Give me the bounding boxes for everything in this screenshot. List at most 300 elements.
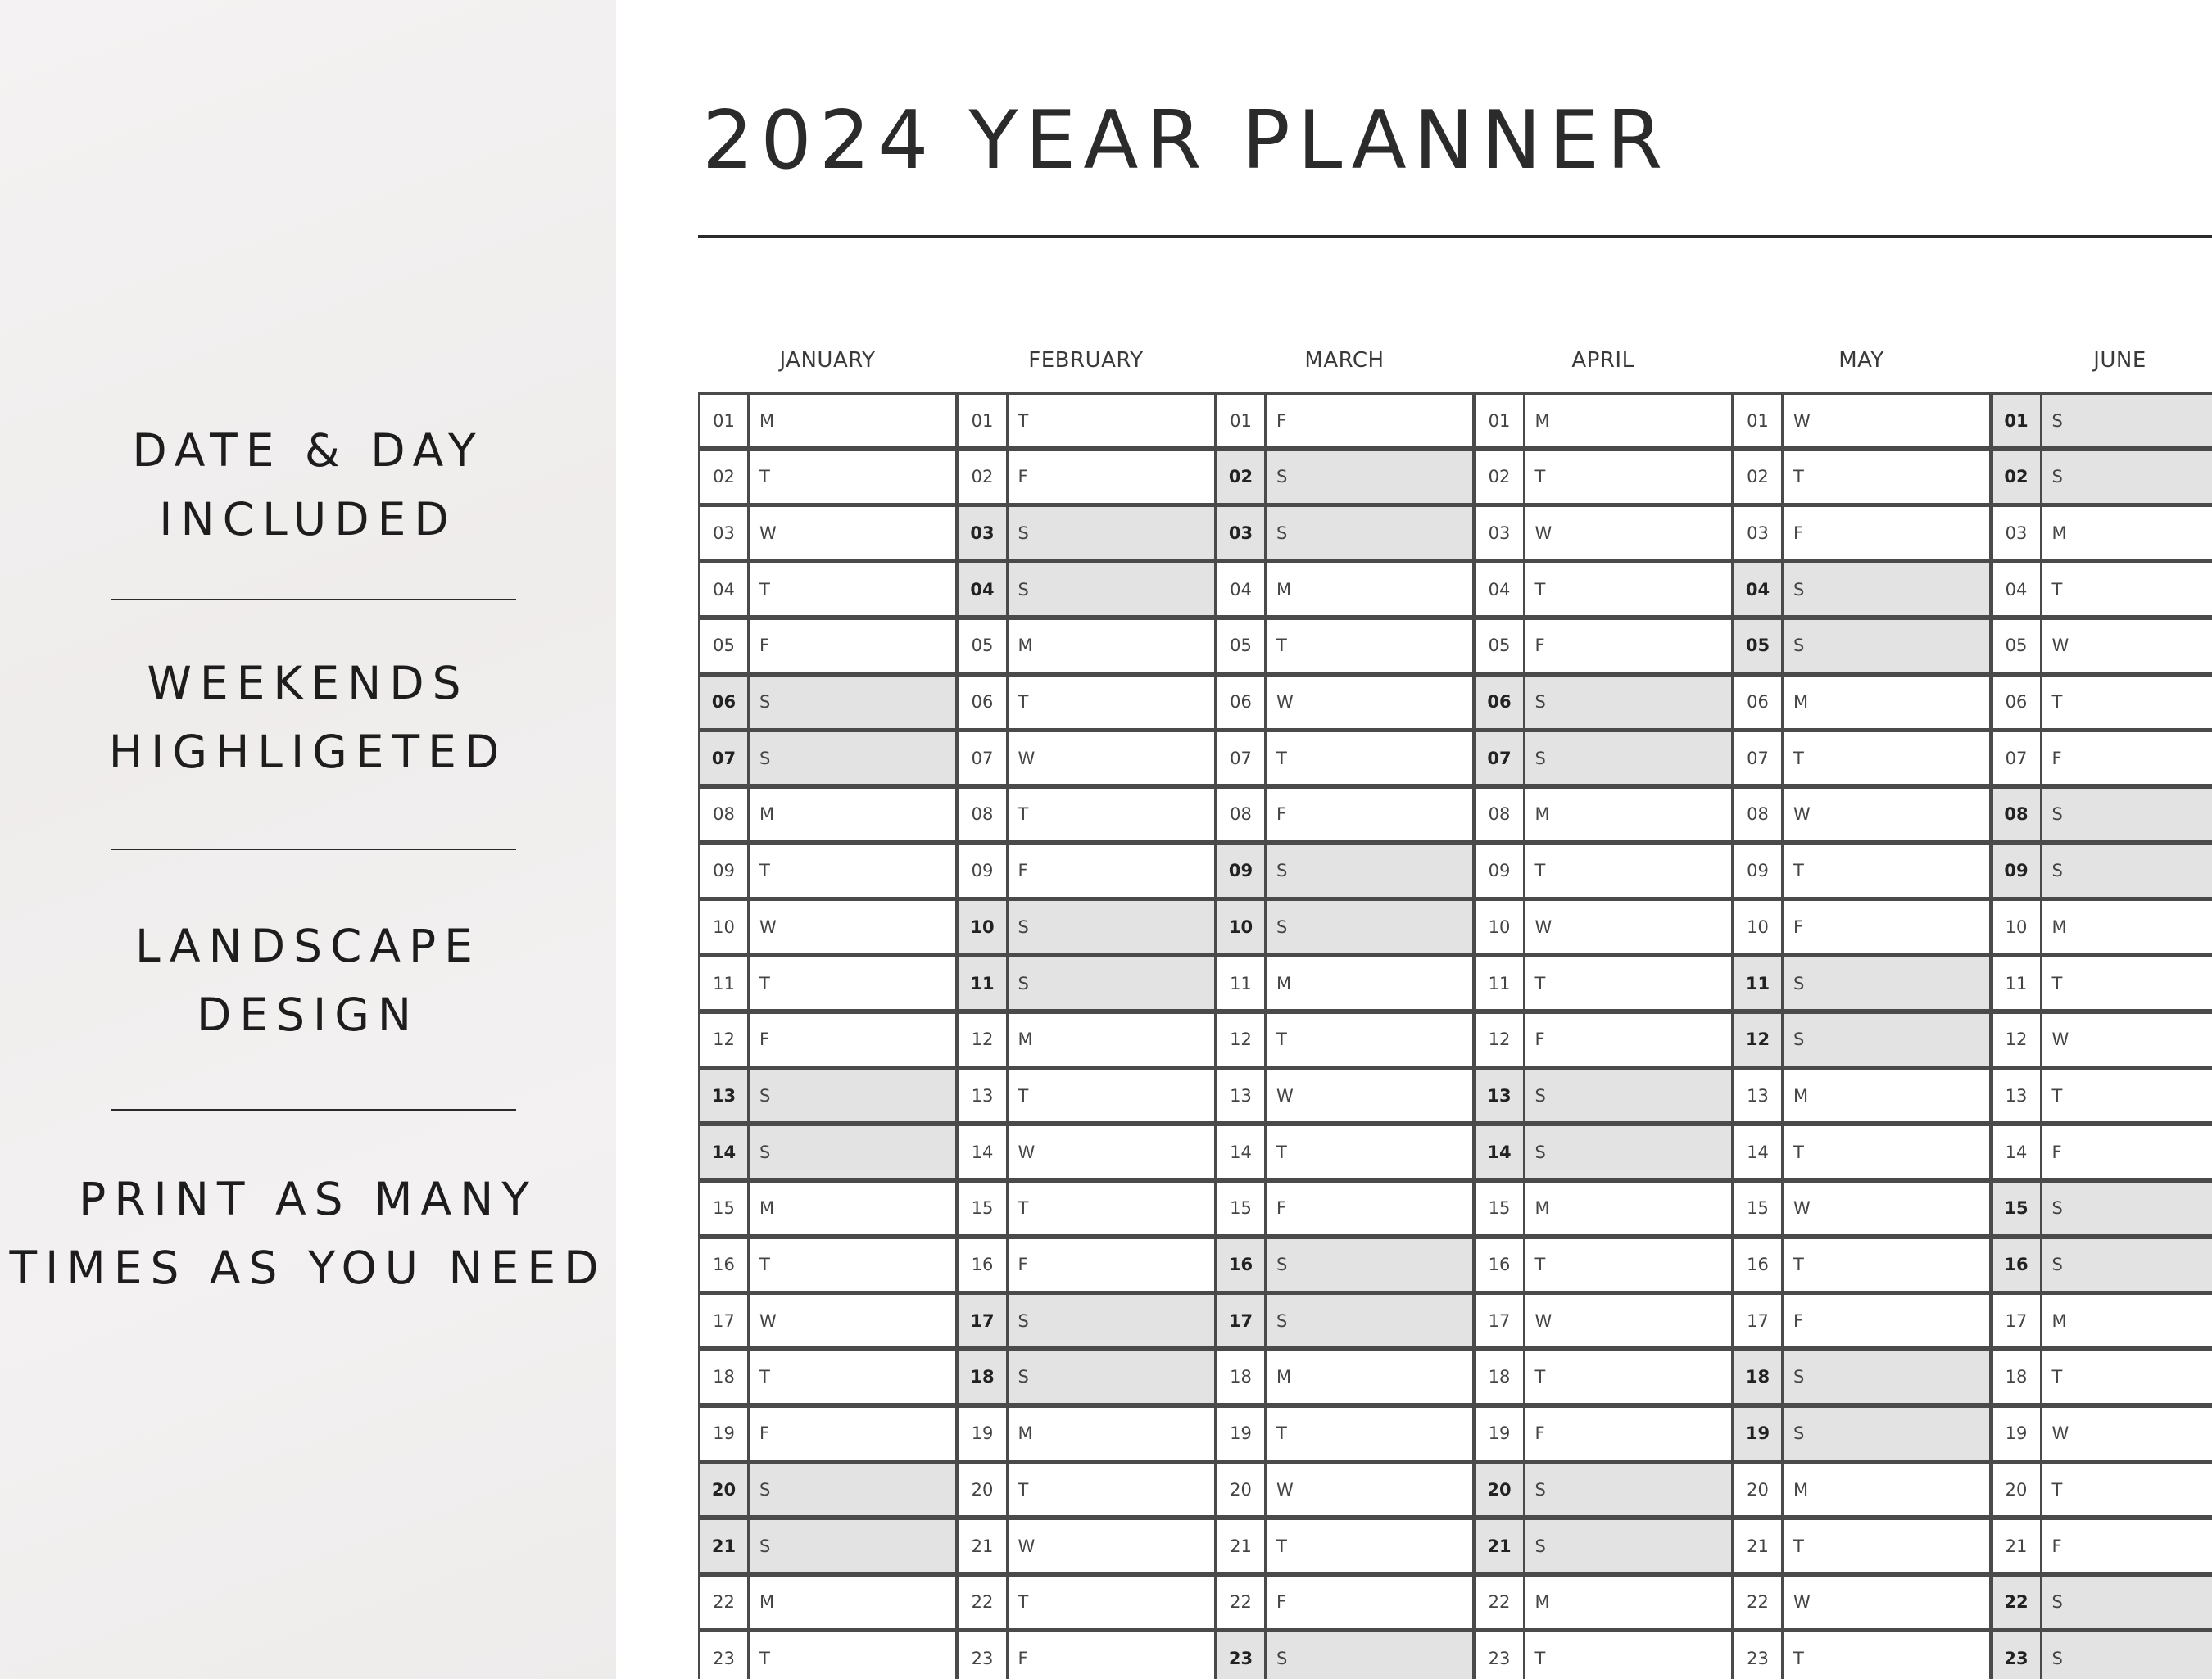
day-number: 19 <box>1993 1408 2042 1460</box>
day-cell[interactable] <box>1991 1518 2212 1574</box>
day-cell[interactable] <box>957 1237 1216 1293</box>
day-cell[interactable] <box>698 1180 957 1237</box>
day-cell[interactable] <box>1474 1349 1733 1405</box>
day-number: 23 <box>1476 1632 1525 1679</box>
day-number: 01 <box>700 395 750 446</box>
day-cell[interactable] <box>698 955 957 1011</box>
day-of-week: S <box>759 1479 771 1500</box>
day-cell[interactable] <box>1991 561 2212 618</box>
day-number: 23 <box>1217 1632 1267 1679</box>
day-cell[interactable] <box>1732 730 1991 786</box>
day-number: 08 <box>959 789 1009 840</box>
day-number: 07 <box>1993 732 2042 784</box>
day-of-week: M <box>1793 1085 1809 1106</box>
day-number: 01 <box>1217 395 1267 446</box>
day-number: 17 <box>700 1295 750 1346</box>
day-cell[interactable] <box>698 1405 957 1462</box>
day-of-week: S <box>1793 636 1805 656</box>
day-cell[interactable] <box>698 1011 957 1068</box>
day-of-week: T <box>1276 1142 1287 1162</box>
day-number: 09 <box>1217 845 1267 897</box>
day-of-week: T <box>1793 1142 1804 1162</box>
day-cell[interactable] <box>1215 505 1474 561</box>
day-of-week: T <box>1793 748 1804 768</box>
day-cell[interactable] <box>957 1405 1216 1462</box>
day-number: 19 <box>959 1408 1009 1460</box>
day-of-week: T <box>1534 1367 1546 1387</box>
day-cell[interactable] <box>957 1574 1216 1631</box>
day-of-week: S <box>1018 973 1029 993</box>
day-cell[interactable] <box>1732 505 1991 561</box>
day-cell[interactable] <box>698 898 957 955</box>
day-of-week: S <box>1018 523 1029 543</box>
day-number: 06 <box>700 677 750 728</box>
day-cell[interactable] <box>1732 955 1991 1011</box>
day-cell[interactable] <box>957 449 1216 505</box>
day-cell[interactable] <box>698 674 957 731</box>
day-cell[interactable] <box>1474 618 1733 674</box>
day-number: 20 <box>959 1464 1009 1515</box>
day-cell[interactable] <box>1732 1011 1991 1068</box>
day-cell[interactable] <box>1732 898 1991 955</box>
day-cell[interactable] <box>1991 1292 2212 1349</box>
day-cell[interactable] <box>698 1292 957 1349</box>
day-number: 20 <box>1476 1464 1525 1515</box>
day-cell[interactable] <box>1215 1292 1474 1349</box>
day-cell[interactable] <box>1474 505 1733 561</box>
day-cell[interactable] <box>957 1630 1216 1679</box>
day-cell[interactable] <box>1732 1461 1991 1518</box>
day-of-week: T <box>1534 579 1546 600</box>
feature-divider <box>111 849 516 850</box>
day-of-week: W <box>1534 523 1552 543</box>
day-of-week: W <box>759 916 777 937</box>
day-cell[interactable] <box>1732 786 1991 843</box>
day-cell[interactable] <box>1474 786 1733 843</box>
day-number: 16 <box>959 1239 1009 1291</box>
feature-print <box>0 1165 616 1302</box>
day-number: 20 <box>1734 1464 1784 1515</box>
day-of-week: S <box>1793 1423 1805 1444</box>
day-of-week: F <box>2051 1142 2062 1162</box>
day-number: 17 <box>1217 1295 1267 1346</box>
day-cell[interactable] <box>1474 1124 1733 1180</box>
month-label-may: MAY <box>1838 348 1884 373</box>
planner-grid <box>698 392 2212 1679</box>
day-number: 14 <box>1476 1126 1525 1178</box>
month-label-march: MARCH <box>1304 348 1385 373</box>
day-cell[interactable] <box>957 392 1216 449</box>
day-cell[interactable] <box>698 1461 957 1518</box>
day-cell[interactable] <box>957 674 1216 731</box>
day-cell[interactable] <box>1991 730 2212 786</box>
day-cell[interactable] <box>698 1124 957 1180</box>
day-cell[interactable] <box>1732 1180 1991 1237</box>
day-number: 20 <box>1993 1464 2042 1515</box>
day-cell[interactable] <box>1991 674 2212 731</box>
day-of-week: M <box>2051 916 2067 937</box>
day-cell[interactable] <box>1474 898 1733 955</box>
day-cell[interactable] <box>1474 561 1733 618</box>
day-cell[interactable] <box>698 1067 957 1124</box>
day-cell[interactable] <box>698 1630 957 1679</box>
day-cell[interactable] <box>1474 1574 1733 1631</box>
day-of-week: T <box>1534 1255 1546 1274</box>
feature-date-day <box>0 416 616 554</box>
day-cell[interactable] <box>1474 674 1733 731</box>
day-of-week: T <box>1793 1536 1804 1556</box>
day-of-week: M <box>1276 973 1292 993</box>
day-of-week: F <box>759 636 770 656</box>
day-of-week: T <box>1018 410 1029 431</box>
day-number: 19 <box>1476 1408 1525 1460</box>
day-cell[interactable] <box>1474 843 1733 899</box>
day-of-week: T <box>1018 692 1029 712</box>
day-cell[interactable] <box>1215 1405 1474 1462</box>
feature-line: WEEKENDS <box>147 657 469 709</box>
day-cell[interactable] <box>1732 392 1991 449</box>
day-cell[interactable] <box>1474 1518 1733 1574</box>
day-of-week: F <box>1534 1423 1545 1444</box>
day-of-week: S <box>1018 1310 1029 1331</box>
day-cell[interactable] <box>1474 955 1733 1011</box>
day-number: 04 <box>959 563 1009 615</box>
day-of-week: T <box>759 467 770 487</box>
day-cell[interactable] <box>1215 1574 1474 1631</box>
day-number: 10 <box>1993 901 2042 953</box>
day-cell[interactable] <box>1732 1124 1991 1180</box>
day-of-week: T <box>759 973 770 993</box>
day-cell[interactable] <box>957 1180 1216 1237</box>
day-cell[interactable] <box>1474 1405 1733 1462</box>
day-cell[interactable] <box>1474 1292 1733 1349</box>
day-cell[interactable] <box>1215 1349 1474 1405</box>
day-of-week: S <box>1793 579 1805 600</box>
day-cell[interactable] <box>1474 1630 1733 1679</box>
day-of-week: T <box>2051 692 2063 712</box>
day-cell[interactable] <box>1215 561 1474 618</box>
day-of-week: T <box>1534 861 1546 881</box>
day-of-week: S <box>759 1536 771 1556</box>
day-cell[interactable] <box>957 1292 1216 1349</box>
day-number: 13 <box>1993 1070 2042 1121</box>
day-of-week: T <box>1793 861 1804 881</box>
day-cell[interactable] <box>1732 843 1991 899</box>
day-cell[interactable] <box>1732 1292 1991 1349</box>
day-number: 21 <box>1217 1520 1267 1572</box>
day-cell[interactable] <box>698 449 957 505</box>
day-of-week: S <box>1534 692 1546 712</box>
day-of-week: M <box>1018 1423 1033 1444</box>
day-cell[interactable] <box>698 618 957 674</box>
day-of-week: S <box>1534 1085 1546 1106</box>
day-number: 10 <box>1734 901 1784 953</box>
day-cell[interactable] <box>1215 1124 1474 1180</box>
day-number: 14 <box>959 1126 1009 1178</box>
day-of-week: S <box>1534 748 1546 768</box>
day-cell[interactable] <box>1991 898 2212 955</box>
day-cell[interactable] <box>957 898 1216 955</box>
day-number: 02 <box>1476 451 1525 503</box>
day-cell[interactable] <box>698 392 957 449</box>
day-cell[interactable] <box>1991 955 2212 1011</box>
feature-divider <box>111 1109 516 1111</box>
day-number: 23 <box>700 1632 750 1679</box>
day-cell[interactable] <box>957 843 1216 899</box>
feature-divider <box>111 599 516 600</box>
day-of-week: T <box>2051 973 2063 993</box>
day-of-week: S <box>1276 1310 1288 1331</box>
day-cell[interactable] <box>1732 1630 1991 1679</box>
day-cell[interactable] <box>957 1011 1216 1068</box>
day-cell[interactable] <box>1732 618 1991 674</box>
day-number: 06 <box>1993 677 2042 728</box>
day-cell[interactable] <box>1991 618 2212 674</box>
day-cell[interactable] <box>1215 1180 1474 1237</box>
day-cell[interactable] <box>957 561 1216 618</box>
day-cell[interactable] <box>1474 449 1733 505</box>
day-number: 12 <box>1217 1014 1267 1066</box>
day-of-week: T <box>759 861 770 881</box>
day-cell[interactable] <box>1215 449 1474 505</box>
day-of-week: S <box>1276 916 1288 937</box>
day-number: 08 <box>700 789 750 840</box>
day-cell[interactable] <box>957 505 1216 561</box>
day-cell[interactable] <box>1991 505 2212 561</box>
day-number: 07 <box>700 732 750 784</box>
day-cell[interactable] <box>1474 1067 1733 1124</box>
month-label-june: JUNE <box>2093 348 2146 373</box>
day-cell[interactable] <box>1991 449 2212 505</box>
day-cell[interactable] <box>698 730 957 786</box>
feature-line: PRINT AS MANY <box>79 1173 537 1225</box>
day-of-week: T <box>1534 1648 1546 1668</box>
day-cell[interactable] <box>1215 730 1474 786</box>
day-cell[interactable] <box>1732 561 1991 618</box>
day-cell[interactable] <box>1732 1405 1991 1462</box>
day-cell[interactable] <box>1215 674 1474 731</box>
day-number: 05 <box>1993 620 2042 672</box>
day-cell[interactable] <box>957 1461 1216 1518</box>
day-number: 08 <box>1734 789 1784 840</box>
feature-line: DATE & DAY <box>132 424 484 477</box>
day-of-week: W <box>759 523 777 543</box>
day-of-week: T <box>1018 1198 1029 1219</box>
day-number: 03 <box>1734 507 1784 559</box>
day-cell[interactable] <box>1991 1349 2212 1405</box>
day-cell[interactable] <box>957 786 1216 843</box>
day-cell[interactable] <box>1991 1630 2212 1679</box>
day-number: 17 <box>1993 1295 2042 1346</box>
day-cell[interactable] <box>1991 1405 2212 1462</box>
day-cell[interactable] <box>957 618 1216 674</box>
day-cell[interactable] <box>1991 1124 2212 1180</box>
day-cell[interactable] <box>698 561 957 618</box>
day-number: 03 <box>1993 507 2042 559</box>
day-of-week: T <box>2051 1479 2063 1500</box>
day-number: 19 <box>1734 1408 1784 1460</box>
day-of-week: S <box>1018 916 1029 937</box>
day-cell[interactable] <box>698 1574 957 1631</box>
day-cell[interactable] <box>1991 1180 2212 1237</box>
day-number: 02 <box>700 451 750 503</box>
day-number: 18 <box>1476 1351 1525 1403</box>
day-cell[interactable] <box>1474 1180 1733 1237</box>
day-of-week: M <box>1534 804 1550 825</box>
day-number: 17 <box>959 1295 1009 1346</box>
day-number: 03 <box>1217 507 1267 559</box>
day-of-week: M <box>2051 523 2067 543</box>
day-number: 13 <box>700 1070 750 1121</box>
day-of-week: S <box>759 1142 771 1162</box>
day-cell[interactable] <box>1474 730 1733 786</box>
day-cell[interactable] <box>698 1237 957 1293</box>
day-cell[interactable] <box>698 1349 957 1405</box>
day-number: 09 <box>700 845 750 897</box>
day-number: 19 <box>700 1408 750 1460</box>
day-of-week: F <box>1276 410 1287 431</box>
day-number: 08 <box>1993 789 2042 840</box>
day-number: 16 <box>1993 1239 2042 1291</box>
day-number: 15 <box>1734 1183 1784 1234</box>
day-number: 11 <box>1217 957 1267 1009</box>
day-cell[interactable] <box>1732 1518 1991 1574</box>
day-of-week: M <box>1018 1030 1033 1050</box>
day-cell[interactable] <box>957 730 1216 786</box>
day-number: 11 <box>700 957 750 1009</box>
day-number: 04 <box>1476 563 1525 615</box>
planner-title: 2024 YEAR PLANNER <box>702 94 1670 188</box>
day-number: 20 <box>700 1464 750 1515</box>
day-number: 11 <box>959 957 1009 1009</box>
day-cell[interactable] <box>1732 1237 1991 1293</box>
day-number: 15 <box>1217 1183 1267 1234</box>
day-number: 01 <box>1476 395 1525 446</box>
feature-line: DESIGN <box>197 989 419 1041</box>
day-number: 22 <box>1217 1577 1267 1628</box>
day-cell[interactable] <box>1215 898 1474 955</box>
day-of-week: S <box>1276 1648 1288 1668</box>
day-cell[interactable] <box>1991 1574 2212 1631</box>
day-number: 21 <box>1734 1520 1784 1572</box>
day-cell[interactable] <box>1991 1067 2212 1124</box>
day-cell[interactable] <box>698 843 957 899</box>
day-number: 21 <box>1476 1520 1525 1572</box>
day-of-week: S <box>2051 1648 2063 1668</box>
feature-line: HIGHLIGETED <box>108 726 508 778</box>
day-cell[interactable] <box>1215 1630 1474 1679</box>
day-number: 22 <box>1476 1577 1525 1628</box>
day-cell[interactable] <box>957 1349 1216 1405</box>
day-of-week: S <box>1793 1367 1805 1387</box>
day-number: 09 <box>1993 845 2042 897</box>
day-of-week: F <box>1793 523 1804 543</box>
day-cell[interactable] <box>1991 1461 2212 1518</box>
day-number: 18 <box>1993 1351 2042 1403</box>
day-cell[interactable] <box>1474 1461 1733 1518</box>
feature-line: TIMES AS YOU NEED <box>9 1242 607 1294</box>
day-number: 02 <box>959 451 1009 503</box>
day-cell[interactable] <box>1215 1237 1474 1293</box>
feature-line: INCLUDED <box>159 493 457 545</box>
day-of-week: M <box>759 804 775 825</box>
day-cell[interactable] <box>1732 1349 1991 1405</box>
day-cell[interactable] <box>957 955 1216 1011</box>
day-cell[interactable] <box>1732 1067 1991 1124</box>
day-cell[interactable] <box>1474 392 1733 449</box>
day-cell[interactable] <box>1215 786 1474 843</box>
day-of-week: W <box>2051 636 2069 656</box>
day-of-week: S <box>1276 523 1288 543</box>
day-cell[interactable] <box>698 1518 957 1574</box>
day-cell[interactable] <box>1474 1237 1733 1293</box>
day-cell[interactable] <box>1215 1518 1474 1574</box>
day-cell[interactable] <box>1991 1237 2212 1293</box>
day-of-week: S <box>1534 1536 1546 1556</box>
day-cell[interactable] <box>1991 392 2212 449</box>
day-cell[interactable] <box>1732 674 1991 731</box>
day-cell[interactable] <box>1732 1574 1991 1631</box>
day-number: 12 <box>959 1014 1009 1066</box>
day-cell[interactable] <box>1474 1011 1733 1068</box>
day-number: 07 <box>959 732 1009 784</box>
day-number: 14 <box>700 1126 750 1178</box>
day-cell[interactable] <box>1991 1011 2212 1068</box>
day-cell[interactable] <box>1732 449 1991 505</box>
day-cell[interactable] <box>1215 1461 1474 1518</box>
day-number: 12 <box>1476 1014 1525 1066</box>
day-cell[interactable] <box>1215 955 1474 1011</box>
day-number: 11 <box>1476 957 1525 1009</box>
day-number: 17 <box>1476 1295 1525 1346</box>
day-of-week: F <box>1276 1592 1287 1613</box>
day-number: 10 <box>1476 901 1525 953</box>
day-cell[interactable] <box>698 786 957 843</box>
day-number: 06 <box>1217 677 1267 728</box>
day-number: 13 <box>1734 1070 1784 1121</box>
day-cell[interactable] <box>957 1124 1216 1180</box>
day-of-week: T <box>1276 748 1287 768</box>
day-number: 22 <box>700 1577 750 1628</box>
day-cell[interactable] <box>1215 1011 1474 1068</box>
day-number: 05 <box>1476 620 1525 672</box>
day-number: 14 <box>1734 1126 1784 1178</box>
day-of-week: F <box>1534 1030 1545 1050</box>
day-cell[interactable] <box>1991 843 2212 899</box>
day-of-week: T <box>1793 1648 1804 1668</box>
day-cell[interactable] <box>1991 786 2212 843</box>
day-number: 09 <box>959 845 1009 897</box>
feature-line: LANDSCAPE <box>135 920 481 972</box>
feature-landscape <box>0 912 616 1049</box>
day-number: 23 <box>959 1632 1009 1679</box>
day-cell[interactable] <box>1215 392 1474 449</box>
day-of-week: S <box>1793 973 1805 993</box>
day-cell[interactable] <box>1215 843 1474 899</box>
day-number: 18 <box>1217 1351 1267 1403</box>
day-cell[interactable] <box>1215 618 1474 674</box>
day-number: 04 <box>700 563 750 615</box>
day-of-week: T <box>759 579 770 600</box>
day-number: 15 <box>1993 1183 2042 1234</box>
day-of-week: T <box>759 1255 770 1274</box>
day-cell[interactable] <box>698 505 957 561</box>
day-number: 12 <box>1734 1014 1784 1066</box>
day-cell[interactable] <box>957 1518 1216 1574</box>
day-cell[interactable] <box>1215 1067 1474 1124</box>
month-label-april: APRIL <box>1571 348 1634 373</box>
day-cell[interactable] <box>957 1067 1216 1124</box>
